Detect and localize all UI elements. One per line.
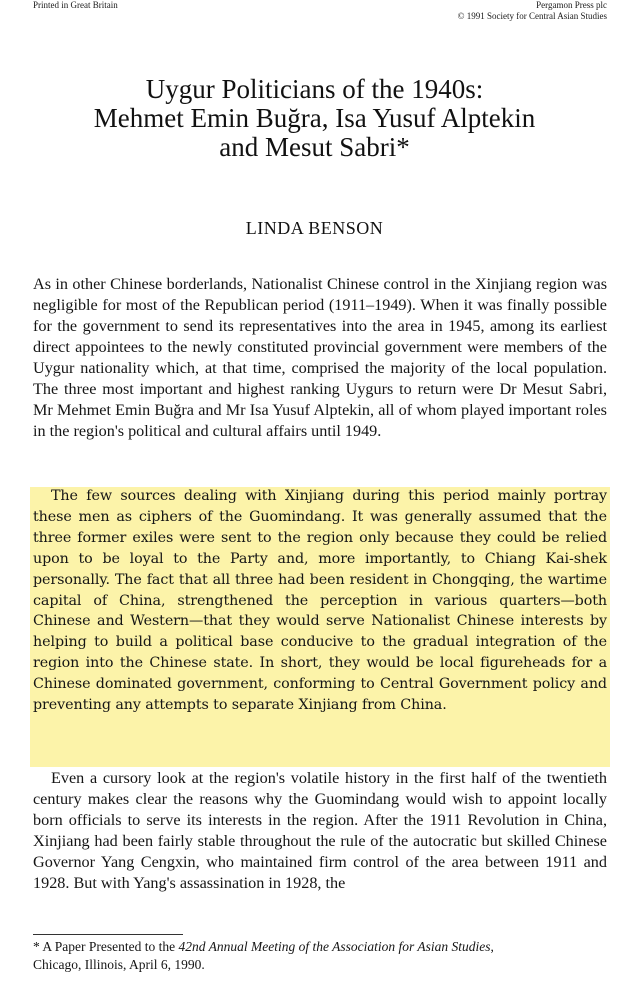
author-name: LINDA BENSON <box>245 218 384 238</box>
paragraph-1-text: As in other Chinese borderlands, Nationalist Chinese control in the Xinjiang region was negligible for most of the Republican period (1911–1949). When it was finally possible for the government to send its representatives into the area in 1945, among its earliest direct appointees to the newly constituted provincial government were members of the Uygur nationality which, at that time, comprised the majority of the local population. The three most important and highest ranking Uygurs to return were Dr Mesut Sabri, Mr Mehmet Emin Buğra and Mr Isa Yusuf Alptekin, all of whom played important roles in the region's political and cultural affairs until 1949. <box>33 275 607 440</box>
article-title <box>0 75 629 162</box>
footnote-prefix: * A Paper Presented to the <box>33 939 179 954</box>
copyright-line: © 1991 Society for Central Asian Studies <box>457 11 607 21</box>
printer-note: Printed in Great Britain <box>33 0 118 10</box>
footnote-suffix: , <box>490 939 494 954</box>
paragraph-3-text: Even a cursory look at the region's volatile history in the first half of the twentieth century makes clear the reasons why the Guomindang would wish to appoint locally born officials to serve its interests in the region. After the 1911 Revolution in China, Xinjiang had been fairly stable throughout the rule of the autocratic but skilled Chinese Governor Yang Cengxin, who maintained firm control of the area between 1911 and 1928. But with Yang's assassination in 1928, the <box>33 769 607 892</box>
footnote <box>33 938 607 974</box>
footnote-line-1 <box>33 938 607 956</box>
title-line-2: Mehmet Emin Buğra, Isa Yusuf Alptekin <box>93 103 536 133</box>
footnote-divider <box>33 934 183 935</box>
publisher-name: Pergamon Press plc <box>536 0 607 10</box>
footnote-meeting-title: 42nd Annual Meeting of the Association for Asian Studies <box>178 939 491 954</box>
paragraph-2-highlighted[interactable] <box>33 486 607 716</box>
title-line-3: and Mesut Sabri* <box>219 132 410 162</box>
title-line-1: Uygur Politicians of the 1940s: <box>145 74 484 104</box>
paragraph-1 <box>33 274 607 442</box>
paragraph-2-text: The few sources dealing with Xinjiang during this period mainly portray these men as ciphers of the Guomindang. It was generally assumed that the three former exiles were sent to the region only because they could be relied upon to be loyal to the Party and, more importantly, to Chiang Kai-shek personally. The fact that all three had been resident in Chongqing, the wartime capital of China, strengthened the perception in various quarters—both Chinese and Western—that they would serve Nationalist Chinese interests by helping to build a political base conducive to the gradual integration of the region into the Chinese state. In short, they would be local figureheads for a Chinese dominated government, conforming to Central Government policy and preventing any attempts to separate Xinjiang from China. <box>33 488 607 714</box>
footnote-line-2: Chicago, Illinois, April 6, 1990. <box>33 957 205 972</box>
paragraph-3 <box>33 768 607 894</box>
publisher-note <box>458 0 607 22</box>
